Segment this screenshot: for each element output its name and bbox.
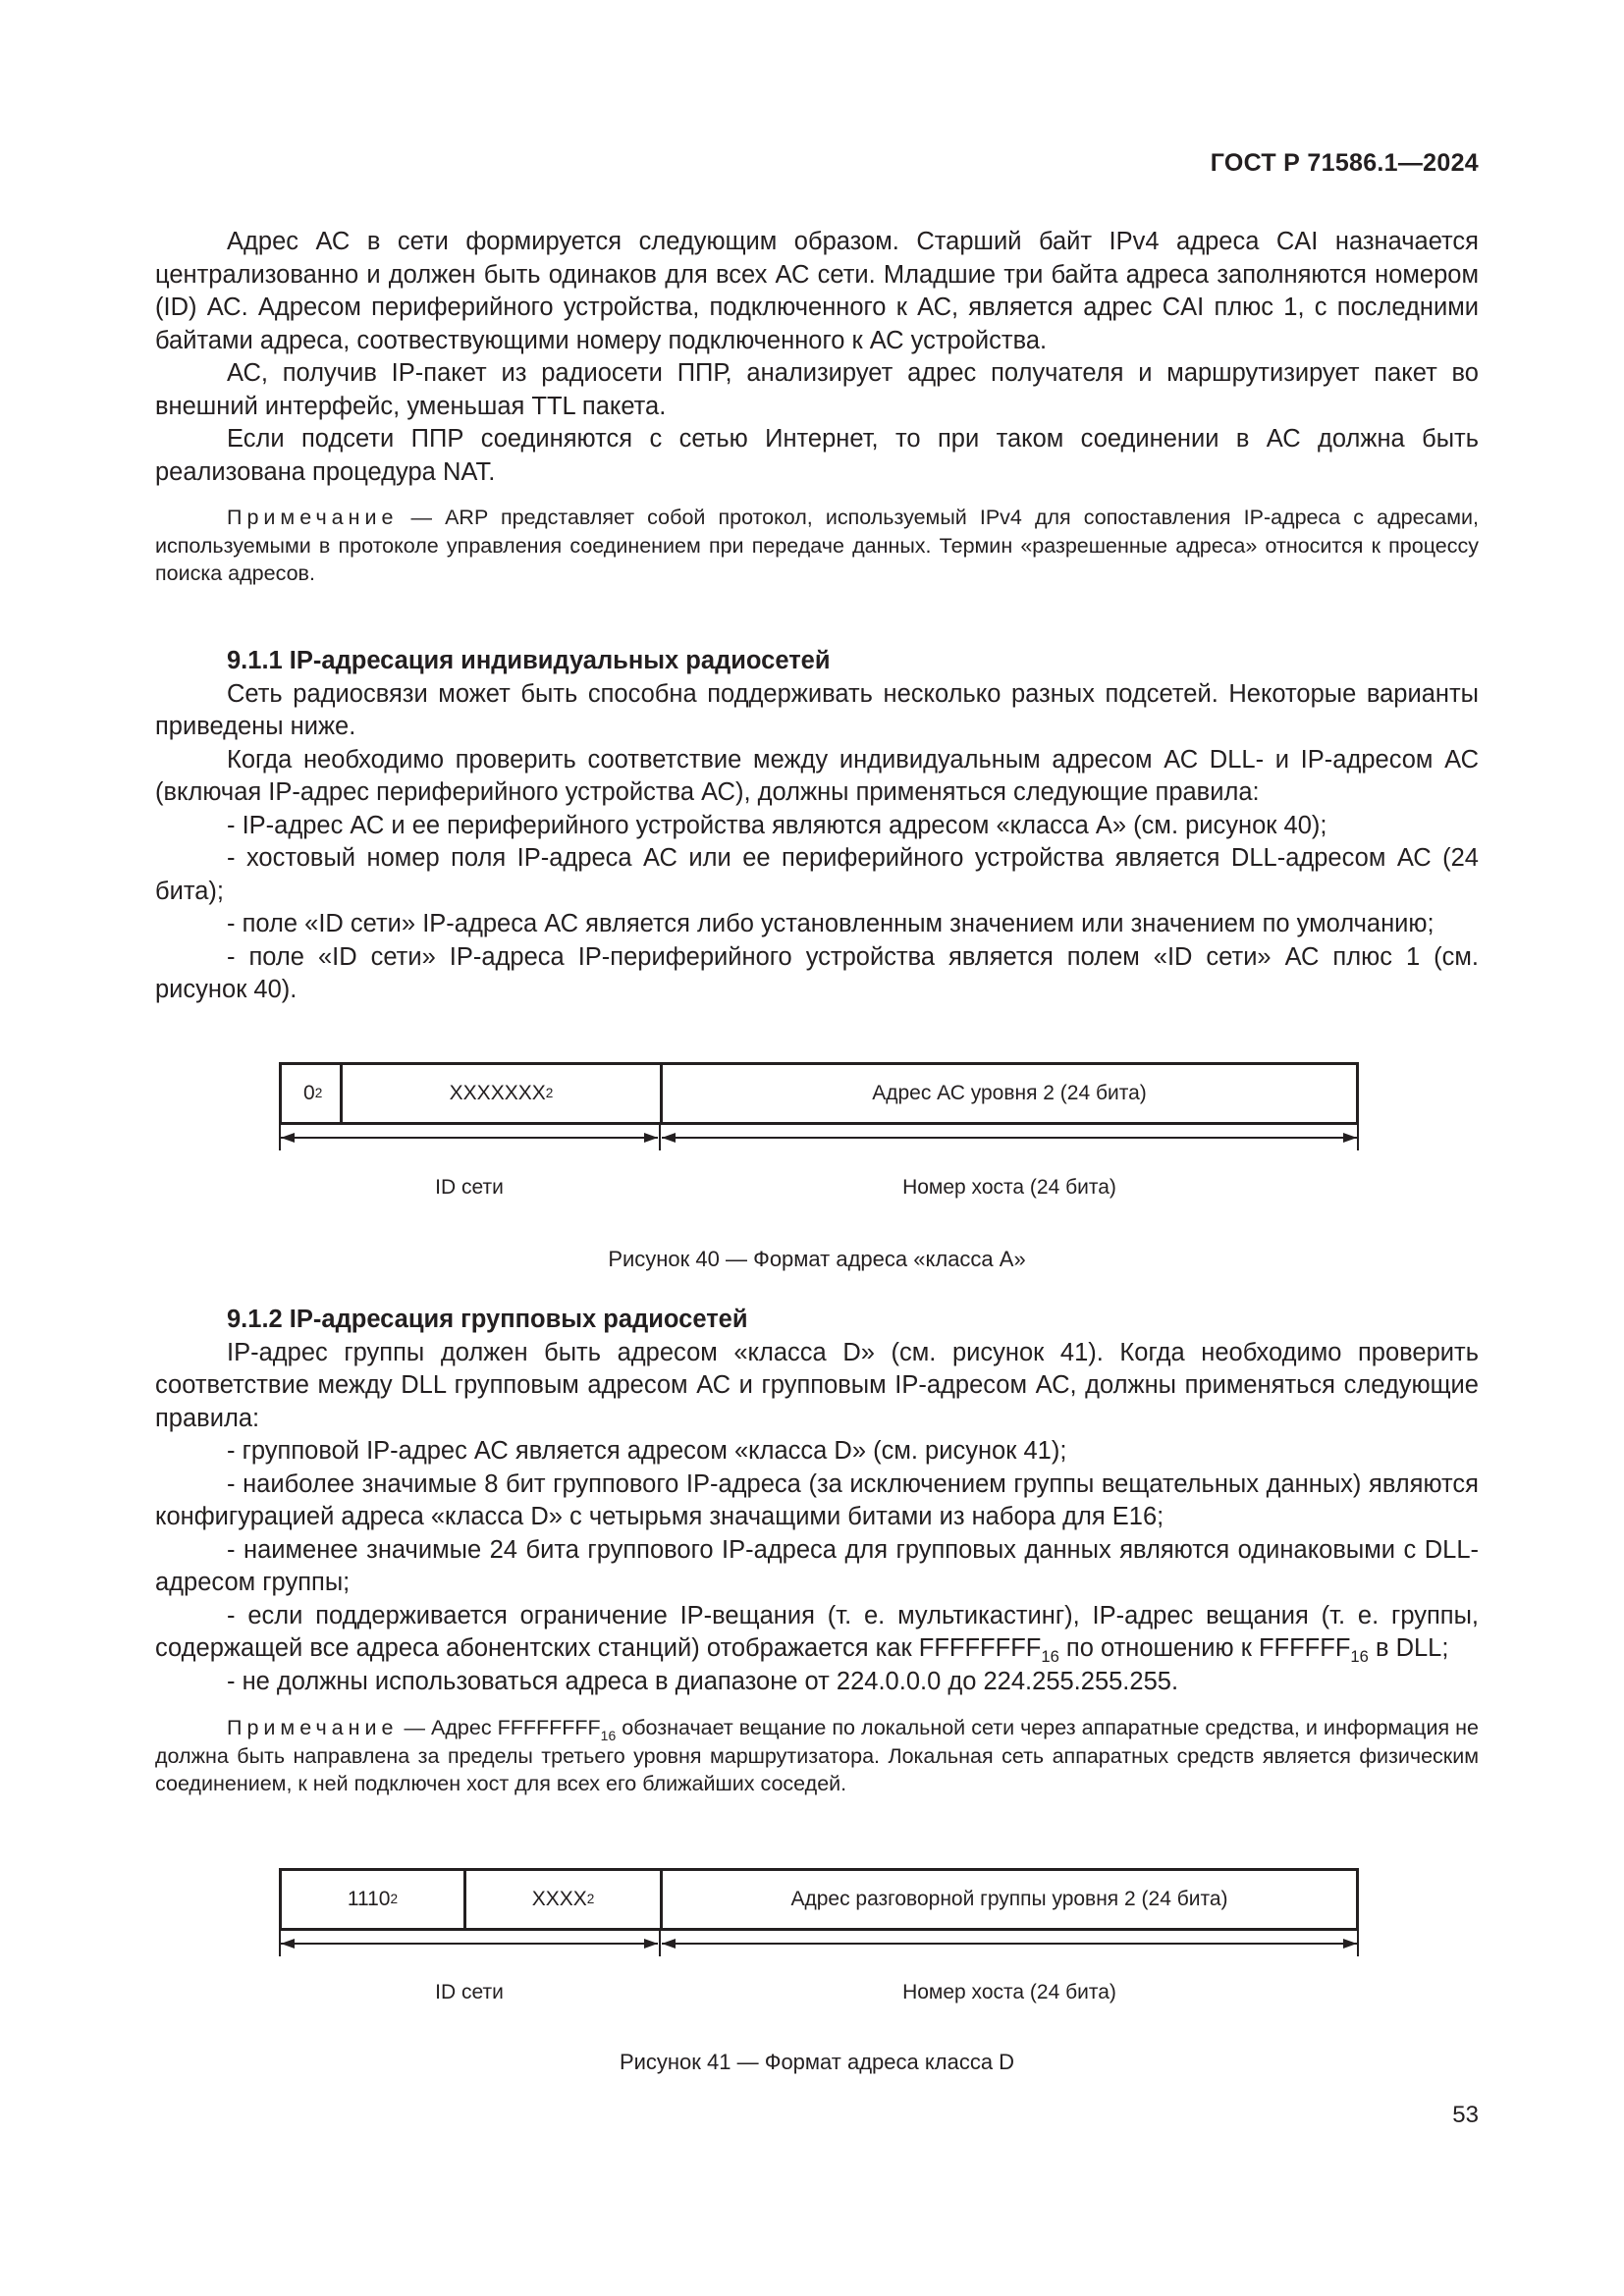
figure-40-diagram (279, 1062, 1359, 1199)
paragraph: Если подсети ППР соединяются с сетью Интернет, то при таком соединении в АС должна быть реализована процедура NAT. (155, 425, 1479, 486)
intro-section (155, 226, 1479, 588)
text-run: в DLL; (1368, 1634, 1449, 1662)
cell-value: 0 (303, 1082, 315, 1104)
dimension-arrows (279, 1868, 1359, 1966)
document-header: ГОСТ Р 71586.1—2024 (1210, 149, 1479, 177)
note-text: — ARP представляет собой протокол, используемый IPv4 для сопоставления IP-адреса с адресами, используемыми в протоколе управления соединением при передаче данных. Термин «разрешенные адреса» относится к процессу поиска адресов. (155, 506, 1479, 585)
section-9-1-1 (155, 645, 1479, 1007)
list-item: - не должны использоваться адреса в диапазоне от 224.0.0.0 до 224.255.255.255. (227, 1667, 1179, 1695)
section-9-1-2 (155, 1304, 1479, 1798)
page-number: 53 (1452, 2102, 1479, 2128)
figure-40-caption: Рисунок 40 — Формат адреса «класса А» (608, 1247, 1026, 1271)
text-run: обозначает вещание по локальной сети через аппаратные средства, и информация не должна быть направлена за пределы третьего уровня маршрутизатора. Локальная сеть аппаратных средств является физическим соединением, к ней подключен хост для всех его ближайших соседей. (155, 1716, 1479, 1795)
figure-41-caption: Рисунок 41 — Формат адреса класса D (619, 2050, 1015, 2074)
paragraph: Сеть радиосвязи может быть способна поддерживать несколько разных подсетей. Некоторые варианты приведены ниже. (155, 679, 1479, 740)
list-item: - поле «ID сети» IP-адреса IP-периферийного устройства является полем «ID сети» АС плюс 1 (см. рисунок 40). (155, 942, 1479, 1003)
cell-value: 1110 (347, 1888, 391, 1910)
list-item: - хостовый номер поля IP-адреса АС или ее периферийного устройства является DLL-адресом АС (24 бита); (155, 844, 1479, 905)
paragraph: Адрес АС в сети формируется следующим образом. Старший байт IPv4 адреса CAI назначается централизованно и должен быть одинаков для всех АС сети. Младшие три байта адреса заполняются номером (ID) АС. Адресом периферийного устройства, подключенного к АС, является адрес CAI плюс 1, с последними байтами адреса, соотвествующими номеру подключенного к АС устройства. (155, 228, 1479, 354)
list-item: - наименее значимые 24 бита группового IP-адреса для групповых данных являются одинаковыми с DLL-адресом группы; (155, 1535, 1479, 1596)
section-heading: 9.1.2 IP-адресация групповых радиосетей (227, 1306, 748, 1333)
dimension-arrows (279, 1062, 1359, 1160)
class-d-prefix-cell: 1110 2 (279, 1868, 463, 1931)
text-run: — Адрес FFFFFFFF (398, 1716, 601, 1739)
paragraph: Когда необходимо проверить соответствие между индивидуальным адресом АС DLL- и IP-адресом АС (включая IP-адрес периферийного устройства АС), должны применяться следующие правила: (155, 745, 1479, 806)
list-item (155, 1600, 1479, 1666)
text-run: - если поддерживается ограничение IP-вещания (т. е. мультикастинг), IP-адрес вещания (т. е. группы, содержащей все адреса абонентских станций) отображается как FFFFFFFF (155, 1601, 1479, 1662)
note (155, 504, 1479, 588)
host-number-label: Номер хоста (24 бита) (902, 1176, 1116, 1199)
subscript: 16 (600, 1728, 617, 1743)
list-item: - групповой IP-адрес АС является адресом «класса D» (см. рисунок 41); (227, 1437, 1067, 1465)
paragraph: IP-адрес группы должен быть адресом «класса D» (см. рисунок 41). Когда необходимо проверить соответствие между DLL групповым адресом АС и групповым IP-адресом АС, должны применяться следующие правила: (155, 1338, 1479, 1432)
subscript: 16 (1350, 1647, 1369, 1666)
host-number-label: Номер хоста (24 бита) (902, 1981, 1116, 2003)
group-address-cell: Адрес разговорной группы уровня 2 (24 бита) (660, 1868, 1359, 1931)
figure-41-diagram (279, 1868, 1359, 2003)
network-id-cell: XXXXXXX 2 (340, 1062, 660, 1125)
network-id-label: ID сети (435, 1981, 504, 2003)
list-item: - наиболее значимые 8 бит группового IP-адреса (за исключением группы вещательных данных) являются конфигурацией адреса «класса D» с четырьмя значащими битами из набора для E16; (155, 1469, 1479, 1530)
note-label: Примечание (227, 1716, 399, 1739)
list-item: - поле «ID сети» IP-адреса АС является либо установленным значением или значением по умолчанию; (227, 910, 1435, 937)
network-bit-cell: 0 2 (279, 1062, 340, 1125)
cell-value: XXXX (531, 1888, 587, 1910)
subscript: 16 (1041, 1647, 1059, 1666)
note (155, 1714, 1479, 1798)
network-id-label: ID сети (435, 1176, 504, 1199)
list-item: - IP-адрес АС и ее периферийного устройства являются адресом «класса А» (см. рисунок 40); (227, 811, 1327, 839)
note-label: Примечание (227, 506, 399, 529)
network-id-cell: XXXX 2 (463, 1868, 660, 1931)
text-run: по отношению к FFFFFF (1058, 1634, 1351, 1662)
section-heading: 9.1.1 IP-адресация индивидуальных радиосетей (227, 647, 831, 674)
host-address-cell: Адрес АС уровня 2 (24 бита) (660, 1062, 1359, 1125)
paragraph: АС, получив IP-пакет из радиосети ППР, анализирует адрес получателя и маршрутизирует пакет во внешний интерфейс, уменьшая TTL пакета. (155, 359, 1479, 420)
cell-value: XXXXXXX (449, 1082, 546, 1104)
